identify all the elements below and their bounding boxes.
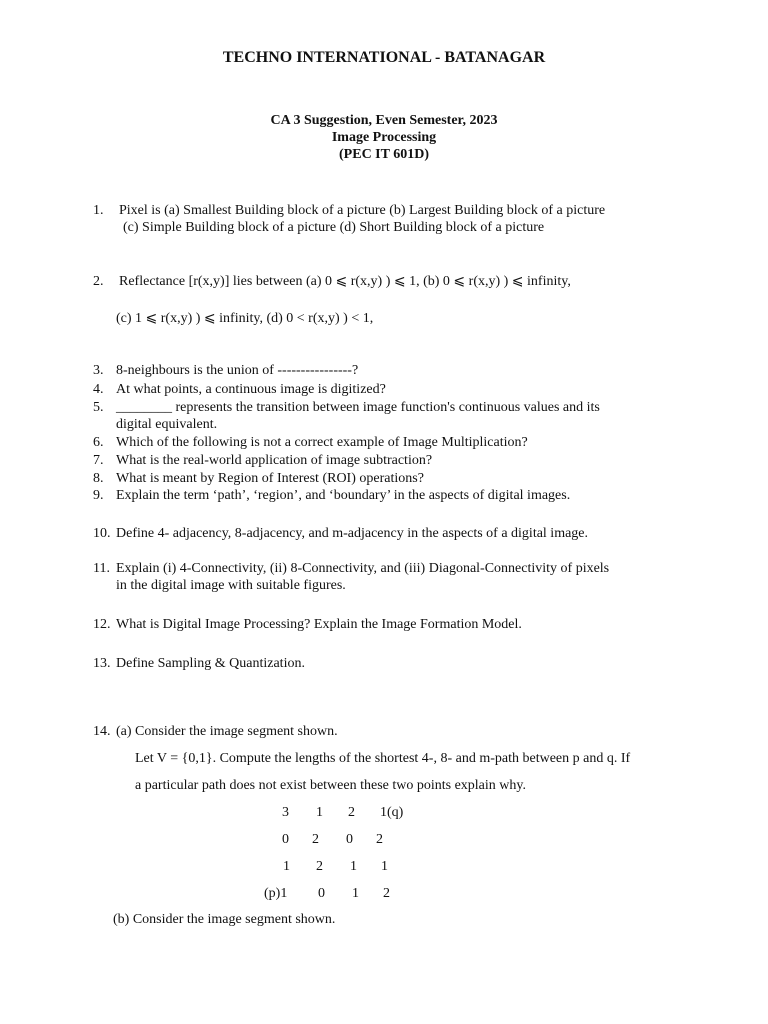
matrix-cell: 3 [282,805,289,820]
matrix-cell: 2 [348,805,355,820]
subject-title: Image Processing [331,130,437,145]
question-text: a particular path does not exist between these two points explain why. [135,778,526,793]
matrix-cell: (p)1 [264,886,288,901]
question-text: At what points, a continuous image is digitized? [116,382,386,397]
question-number: 11. [93,561,110,576]
question-text: What is Digital Image Processing? Explain the Image Formation Model. [116,617,522,632]
question-text: ________ represents the transition between image function's continuous values and its [116,400,600,415]
matrix-cell: 1(q) [380,805,404,820]
question-text: (a) Consider the image segment shown. [116,724,338,739]
question-text: What is the real-world application of image subtraction? [116,453,433,468]
matrix-cell: 1 [283,859,290,874]
question-text: (b) Consider the image segment shown. [113,912,336,927]
question-number: 6. [93,435,104,450]
question-text: Reflectance [r(x,y)] lies between (a) 0 ⩽ r(x,y) ) ⩽ 1, (b) 0 ⩽ r(x,y) ) ⩽ infinity, [119,274,571,289]
matrix-cell: 2 [316,859,323,874]
question-text: Which of the following is not a correct example of Image Multiplication? [116,435,528,450]
question-text: Define Sampling & Quantization. [116,656,305,671]
question-number: 8. [93,471,104,486]
matrix-cell: 1 [316,805,323,820]
question-number: 2. [93,274,104,289]
matrix-cell: 0 [282,832,289,847]
question-text: What is meant by Region of Interest (ROI) operations? [116,471,424,486]
matrix-cell: 0 [318,886,325,901]
question-text: Pixel is (a) Smallest Building block of a picture (b) Largest Building block of a picture [119,203,606,218]
question-text: Let V = {0,1}. Compute the lengths of the shortest 4-, 8- and m-path between p and q. If [135,751,631,766]
question-number: 14. [93,724,111,739]
question-text: (c) 1 ⩽ r(x,y) ) ⩽ infinity, (d) 0 < r(x,y) ) < 1, [116,311,374,326]
question-number: 7. [93,453,104,468]
question-number: 3. [93,363,104,378]
question-text: in the digital image with suitable figures. [116,578,346,593]
question-text: Explain (i) 4-Connectivity, (ii) 8-Connectivity, and (iii) Diagonal-Connectivity of pixels [116,561,610,576]
matrix-cell: 1 [381,859,388,874]
matrix-cell: 1 [352,886,359,901]
matrix-cell: 1 [350,859,357,874]
matrix-cell: 2 [312,832,319,847]
matrix-cell: 2 [376,832,383,847]
question-number: 9. [93,488,104,503]
question-text: 8-neighbours is the union of ----------------? [116,363,359,378]
institution-title: TECHNO INTERNATIONAL - BATANAGAR [222,49,546,66]
question-number: 13. [93,656,111,671]
question-number: 12. [93,617,111,632]
matrix-cell: 2 [383,886,390,901]
question-number: 1. [93,203,104,218]
question-text: Define 4- adjacency, 8-adjacency, and m-adjacency in the aspects of a digital image. [116,526,589,541]
question-text: digital equivalent. [116,417,218,432]
question-number: 4. [93,382,104,397]
question-text: Explain the term ‘path’, ‘region’, and ‘boundary’ in the aspects of digital images. [116,488,571,503]
matrix-cell: 0 [346,832,353,847]
question-text: (c) Simple Building block of a picture (d) Short Building block of a picture [123,220,545,235]
question-number: 5. [93,400,104,415]
course-code: (PEC IT 601D) [339,147,429,162]
exam-title: CA 3 Suggestion, Even Semester, 2023 [270,113,498,128]
question-number: 10. [93,526,111,541]
